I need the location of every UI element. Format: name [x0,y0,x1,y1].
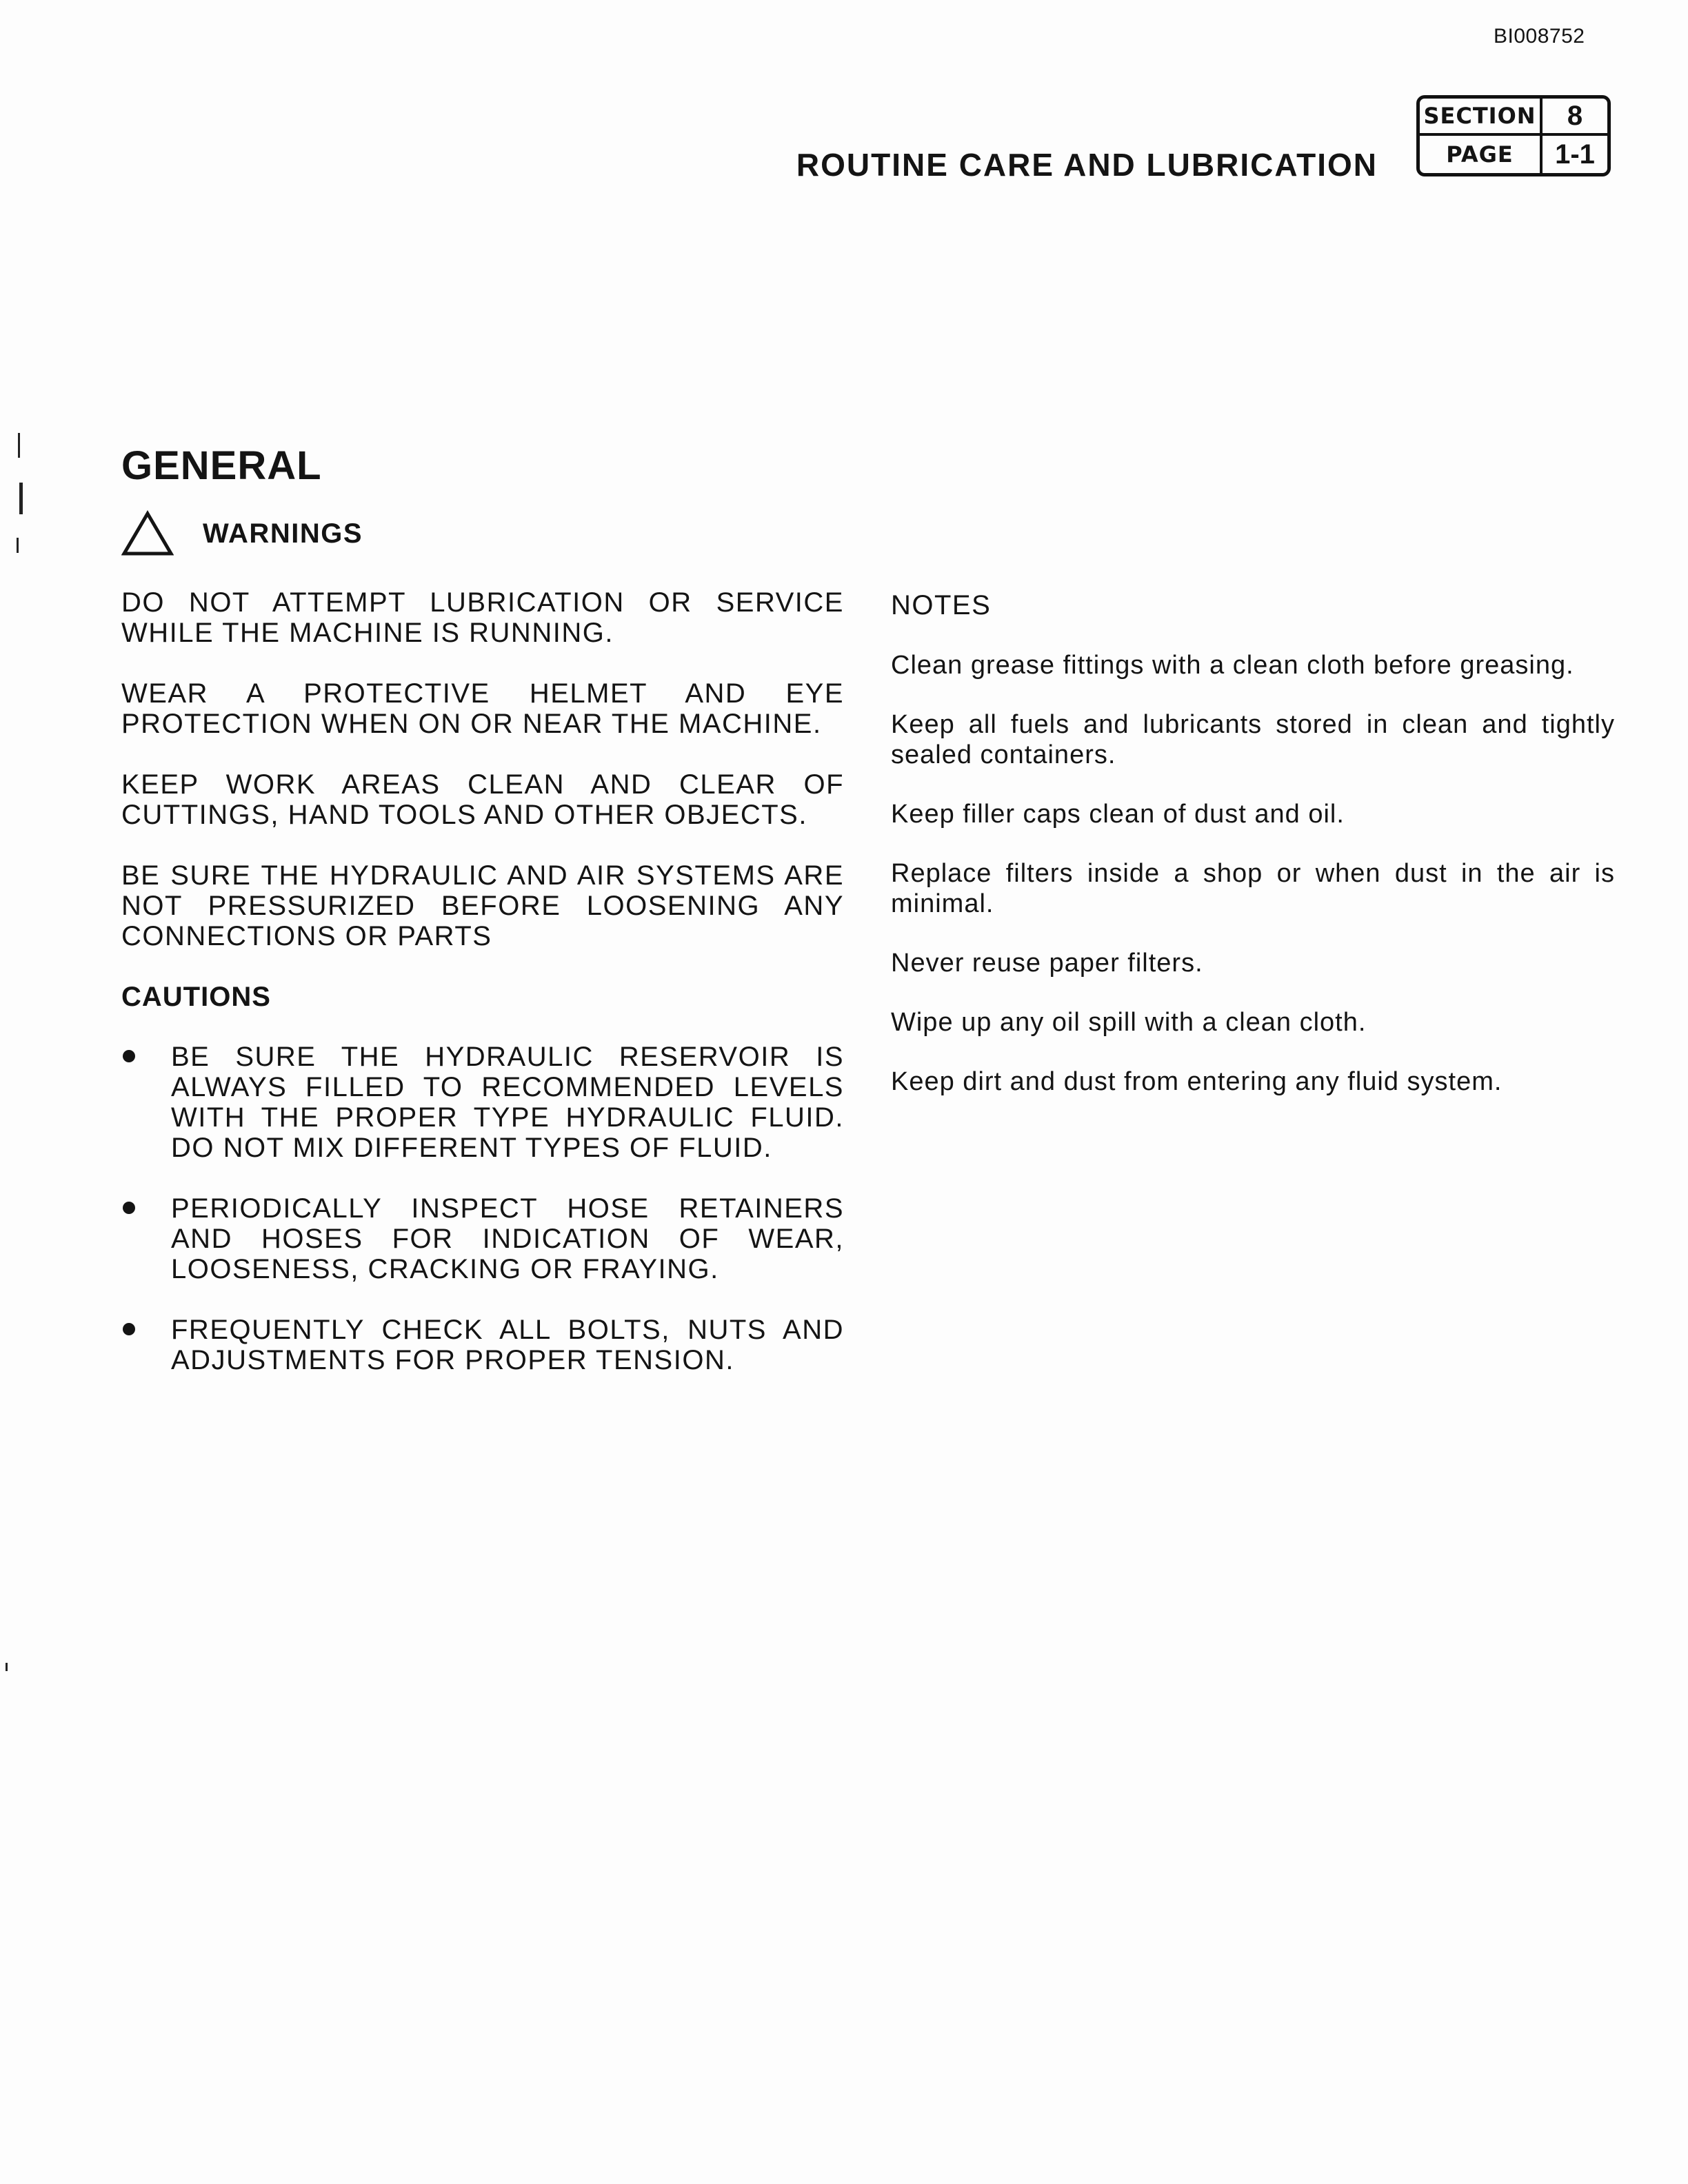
note-paragraph: Wipe up any oil spill with a clean cloth. [891,1008,1367,1037]
section-value: 8 [1543,99,1607,136]
warning-paragraph: KEEP WORK AREAS CLEAN AND CLEAR OF CUTTINGS, HAND TOOLS AND OTHER OBJECTS. [121,769,844,830]
warning-paragraph: BE SURE THE HYDRAULIC AND AIR SYSTEMS ARE NOT PRESSURIZED BEFORE LOOSENING ANY CONNECTIONS OR PARTS [121,860,844,951]
notes-heading: NOTES [891,590,992,620]
warning-triangle-icon [121,510,174,557]
section-label: SECTION [1420,99,1543,136]
caution-text: PERIODICALLY INSPECT HOSE RETAINERS AND HOSES FOR INDICATION OF WEAR, LOOSENESS, CRACKING OR FRAYING. [171,1193,844,1284]
page-label: PAGE [1420,136,1543,173]
note-paragraph: Never reuse paper filters. [891,949,1203,978]
warning-paragraph: DO NOT ATTEMPT LUBRICATION OR SERVICE WHILE THE MACHINE IS RUNNING. [121,587,844,648]
general-heading: GENERAL [121,443,322,488]
note-paragraph: Keep filler caps clean of dust and oil. [891,800,1345,829]
note-paragraph: Keep all fuels and lubricants stored in clean and tightly sealed containers. [891,710,1615,769]
note-paragraph: Replace filters inside a shop or when dust in the air is minimal. [891,859,1615,918]
caution-item [121,1042,844,1163]
caution-item [121,1315,844,1375]
page-title: ROUTINE CARE AND LUBRICATION [796,147,1378,183]
caution-item [121,1193,844,1284]
document-id: BI008752 [1494,25,1585,48]
margin-mark [6,1663,8,1671]
bullet-icon [123,1323,135,1335]
warning-paragraph: WEAR A PROTECTIVE HELMET AND EYE PROTECTION WHEN ON OR NEAR THE MACHINE. [121,678,844,739]
bullet-icon [123,1202,135,1214]
caution-text: BE SURE THE HYDRAULIC RESERVOIR IS ALWAYS FILLED TO RECOMMENDED LEVELS WITH THE PROPER TYPE HYDRAULIC FLUID. DO NOT MIX DIFFERENT TYPES OF FLUID. [171,1042,844,1163]
section-page-box [1416,95,1611,176]
note-paragraph: Clean grease fittings with a clean cloth before greasing. [891,651,1574,680]
warnings-label: WARNINGS [203,518,363,549]
margin-mark [19,483,23,514]
page-value: 1-1 [1555,139,1595,170]
warnings-header [121,510,363,557]
caution-text: FREQUENTLY CHECK ALL BOLTS, NUTS AND ADJUSTMENTS FOR PROPER TENSION. [171,1315,844,1375]
margin-mark [17,538,19,553]
note-paragraph: Keep dirt and dust from entering any fluid system. [891,1067,1503,1096]
cautions-list [121,1042,844,1375]
margin-mark [18,433,20,458]
cautions-heading: CAUTIONS [121,982,271,1012]
notes-column [891,590,1615,1126]
bullet-icon [123,1050,135,1062]
warnings-column [121,587,844,1406]
